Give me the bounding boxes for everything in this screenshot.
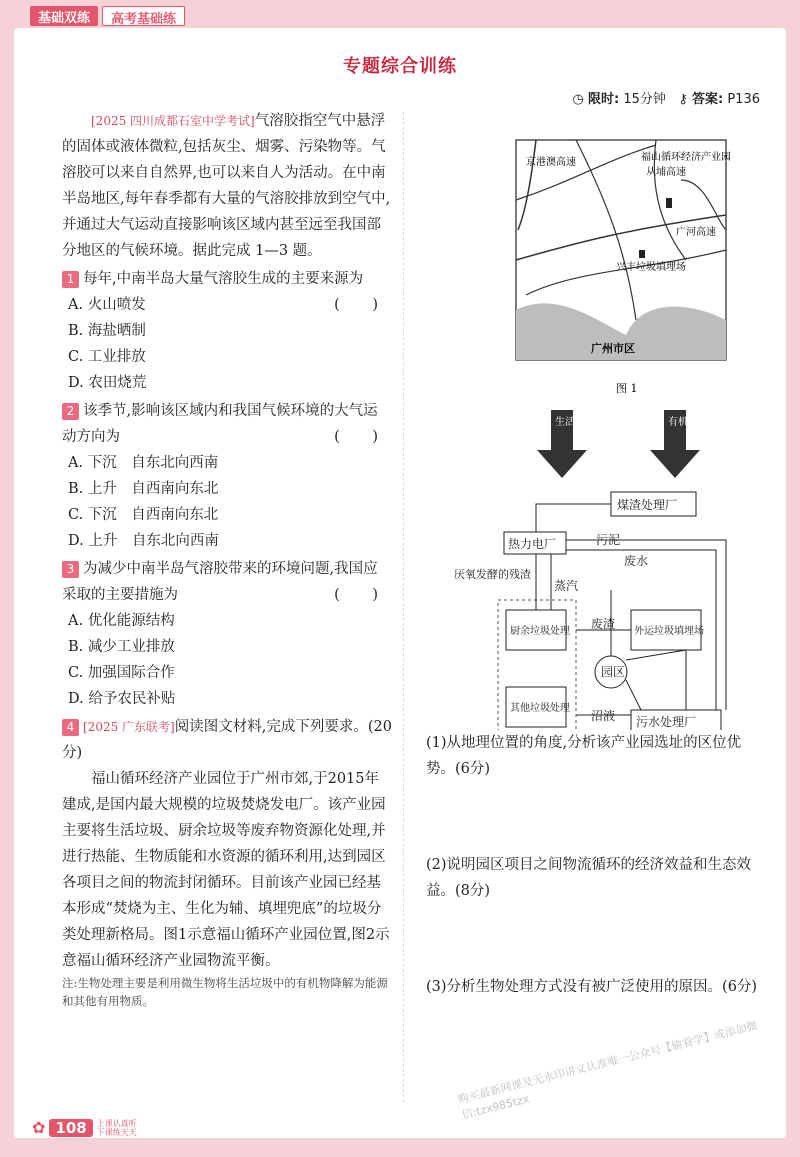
question-number: 2 [62, 403, 79, 420]
label-jinggangao: 京港澳高速 [526, 157, 576, 168]
option-b: B. 海盐晒制 [68, 323, 146, 339]
page-title: 专题综合训练 [343, 56, 457, 77]
subquestion-1: (1)从地理位置的角度,分析该产业园选址的区位优势。(6分) [426, 735, 742, 777]
wastewater-label: 废水 [624, 554, 649, 568]
option-d: D. 上升 自东北向西南 [68, 533, 219, 549]
right-column [426, 108, 766, 1070]
label-guanghe: 广河高速 [676, 227, 716, 238]
mascot-icon: ✿ [32, 1118, 46, 1137]
kitchen-label: 厨余垃圾处理 [510, 626, 570, 637]
time-label: 限时: [588, 92, 620, 107]
biogas-slurry-label: 沼液 [591, 709, 616, 723]
subquestion-3: (3)分析生物处理方式没有被广泛使用的原因。(6分) [426, 979, 758, 995]
landfill-label: 外运垃圾填埋场 [634, 626, 704, 637]
answer-blank: ( ) [334, 429, 392, 445]
label-congpu: 从埔高速 [646, 167, 686, 178]
footer [32, 1118, 137, 1137]
option-c: C. 加强国际合作 [68, 665, 175, 681]
page-number: 108 [49, 1119, 92, 1137]
park-label: 园区 [601, 665, 626, 679]
figure-1-map [516, 140, 731, 395]
slogan-line-1: 上课认真听 [96, 1118, 137, 1128]
question-1 [62, 266, 392, 396]
q4-material: 福山循环经济产业园位于广州市郊,于2015年建成,是国内最大规模的垃圾焚烧发电厂。该产业园主要将生活垃圾、厨余垃圾等废弃物资源化处理,并进行热能、生物质能和水资源的循环利用,达到园区各项目之间的物流封闭循环。目前该产业园已经基本形成“焚烧为主、生化为辅、填埋兜底”的垃圾分类处理新格局。图1示意福山循环产业园位置,图2示意福山循环经济产业园物流平衡。 [62, 771, 390, 969]
label-fushan: 福山循环经济产业园 [641, 152, 731, 163]
question-stem: 为减少中南半岛气溶胶带来的环境问题,我国应采取的主要措施为 [62, 561, 378, 603]
input-household-label: 生活垃圾 [555, 417, 595, 428]
question-number: 1 [62, 271, 79, 288]
power-plant-label: 热力电厂 [508, 537, 557, 551]
option-d: D. 给予农民补贴 [68, 691, 176, 707]
question-stem: 每年,中南半岛大量气溶胶生成的主要来源为 [83, 271, 364, 287]
left-column [62, 108, 392, 1010]
tag-basic: 基础双练 [30, 6, 98, 26]
slag-plant-label: 煤渣处理厂 [617, 498, 678, 512]
industrial-park-marker [666, 198, 672, 208]
answer-blank: ( ) [334, 297, 392, 313]
question-stem: 该季节,影响该区域内和我国气候环境的大气运动方向为 [62, 403, 378, 445]
question-4 [62, 714, 392, 1010]
intro-text: 气溶胶指空气中悬浮的固体或液体微粒,包括灰尘、烟雾、污染物等。气溶胶可以来自自然界,也可以来自人为活动。在中南半岛地区,每年春季都有大量的气溶胶排放到空气中,并通过大气运动直接影响该区域内甚至远至我国部分地区的气候环境。据此完成 1—3 题。 [62, 113, 391, 259]
question-number: 4 [62, 719, 79, 736]
intro-source: [2025 四川成都石室中学考试] [91, 114, 255, 128]
tag-gaokao: 高考基础练 [102, 6, 185, 26]
input-organic-label: 有机垃圾 [668, 417, 708, 428]
q4-note: 注:生物处理主要是利用微生物将生活垃圾中的有机物降解为能源和其他有用物质。 [62, 976, 388, 1008]
header-tags [30, 6, 185, 26]
landfill-marker [639, 250, 645, 258]
time-answer-meta [573, 88, 760, 107]
question-number: 3 [62, 561, 79, 578]
option-b: B. 上升 自西南向东北 [68, 481, 219, 497]
figure-1-caption: 图 1 [616, 382, 638, 395]
watermark: 购买最新网课及无水印讲义认准唯一公众号【偷看学】或添加微信:tzx985tzx [456, 1019, 759, 1122]
figures [426, 120, 766, 730]
waste-residue-label: 废渣 [591, 617, 616, 631]
sewage-plant-label: 污水处理厂 [636, 715, 697, 729]
label-guangzhou: 广州市区 [591, 342, 635, 355]
column-divider [403, 112, 405, 1102]
time-value: 15分钟 [623, 92, 666, 107]
question-3 [62, 556, 392, 712]
q4-source: [2025 广东联考] [83, 720, 175, 734]
answer-label: 答案: [692, 92, 724, 107]
slogan-line-2: 下课练天天 [96, 1127, 137, 1137]
option-c: C. 下沉 自西南向东北 [68, 507, 219, 523]
residue-label: 厌氧发酵的残渣 [454, 568, 531, 581]
intro-paragraph [62, 108, 392, 264]
answer-blank: ( ) [334, 587, 392, 603]
question-2 [62, 398, 392, 554]
question-stem: 阅读图文材料,完成下列要求。(20分) [62, 719, 392, 761]
sludge-label: 污泥 [596, 533, 621, 547]
other-label: 其他垃圾处理 [510, 703, 570, 714]
answer-page: P136 [727, 92, 760, 107]
option-b: B. 减少工业排放 [68, 639, 175, 655]
key-icon: ⚷ [678, 92, 688, 107]
label-xingfeng: 兴丰垃圾填埋场 [616, 262, 686, 273]
subquestion-2: (2)说明园区项目之间物流循环的经济效益和生态效益。(8分) [426, 857, 752, 899]
footer-slogan [97, 1119, 137, 1137]
clock-icon: ◷ [572, 92, 584, 107]
option-c: C. 工业排放 [68, 349, 146, 365]
steam-label: 蒸汽 [554, 579, 579, 593]
option-d: D. 农田烧荒 [68, 375, 147, 391]
figure-2-flowchart [454, 410, 726, 730]
option-a: A. 优化能源结构 [68, 613, 175, 629]
option-a: A. 下沉 自东北向西南 [68, 455, 219, 471]
option-a: A. 火山喷发 [68, 297, 146, 313]
